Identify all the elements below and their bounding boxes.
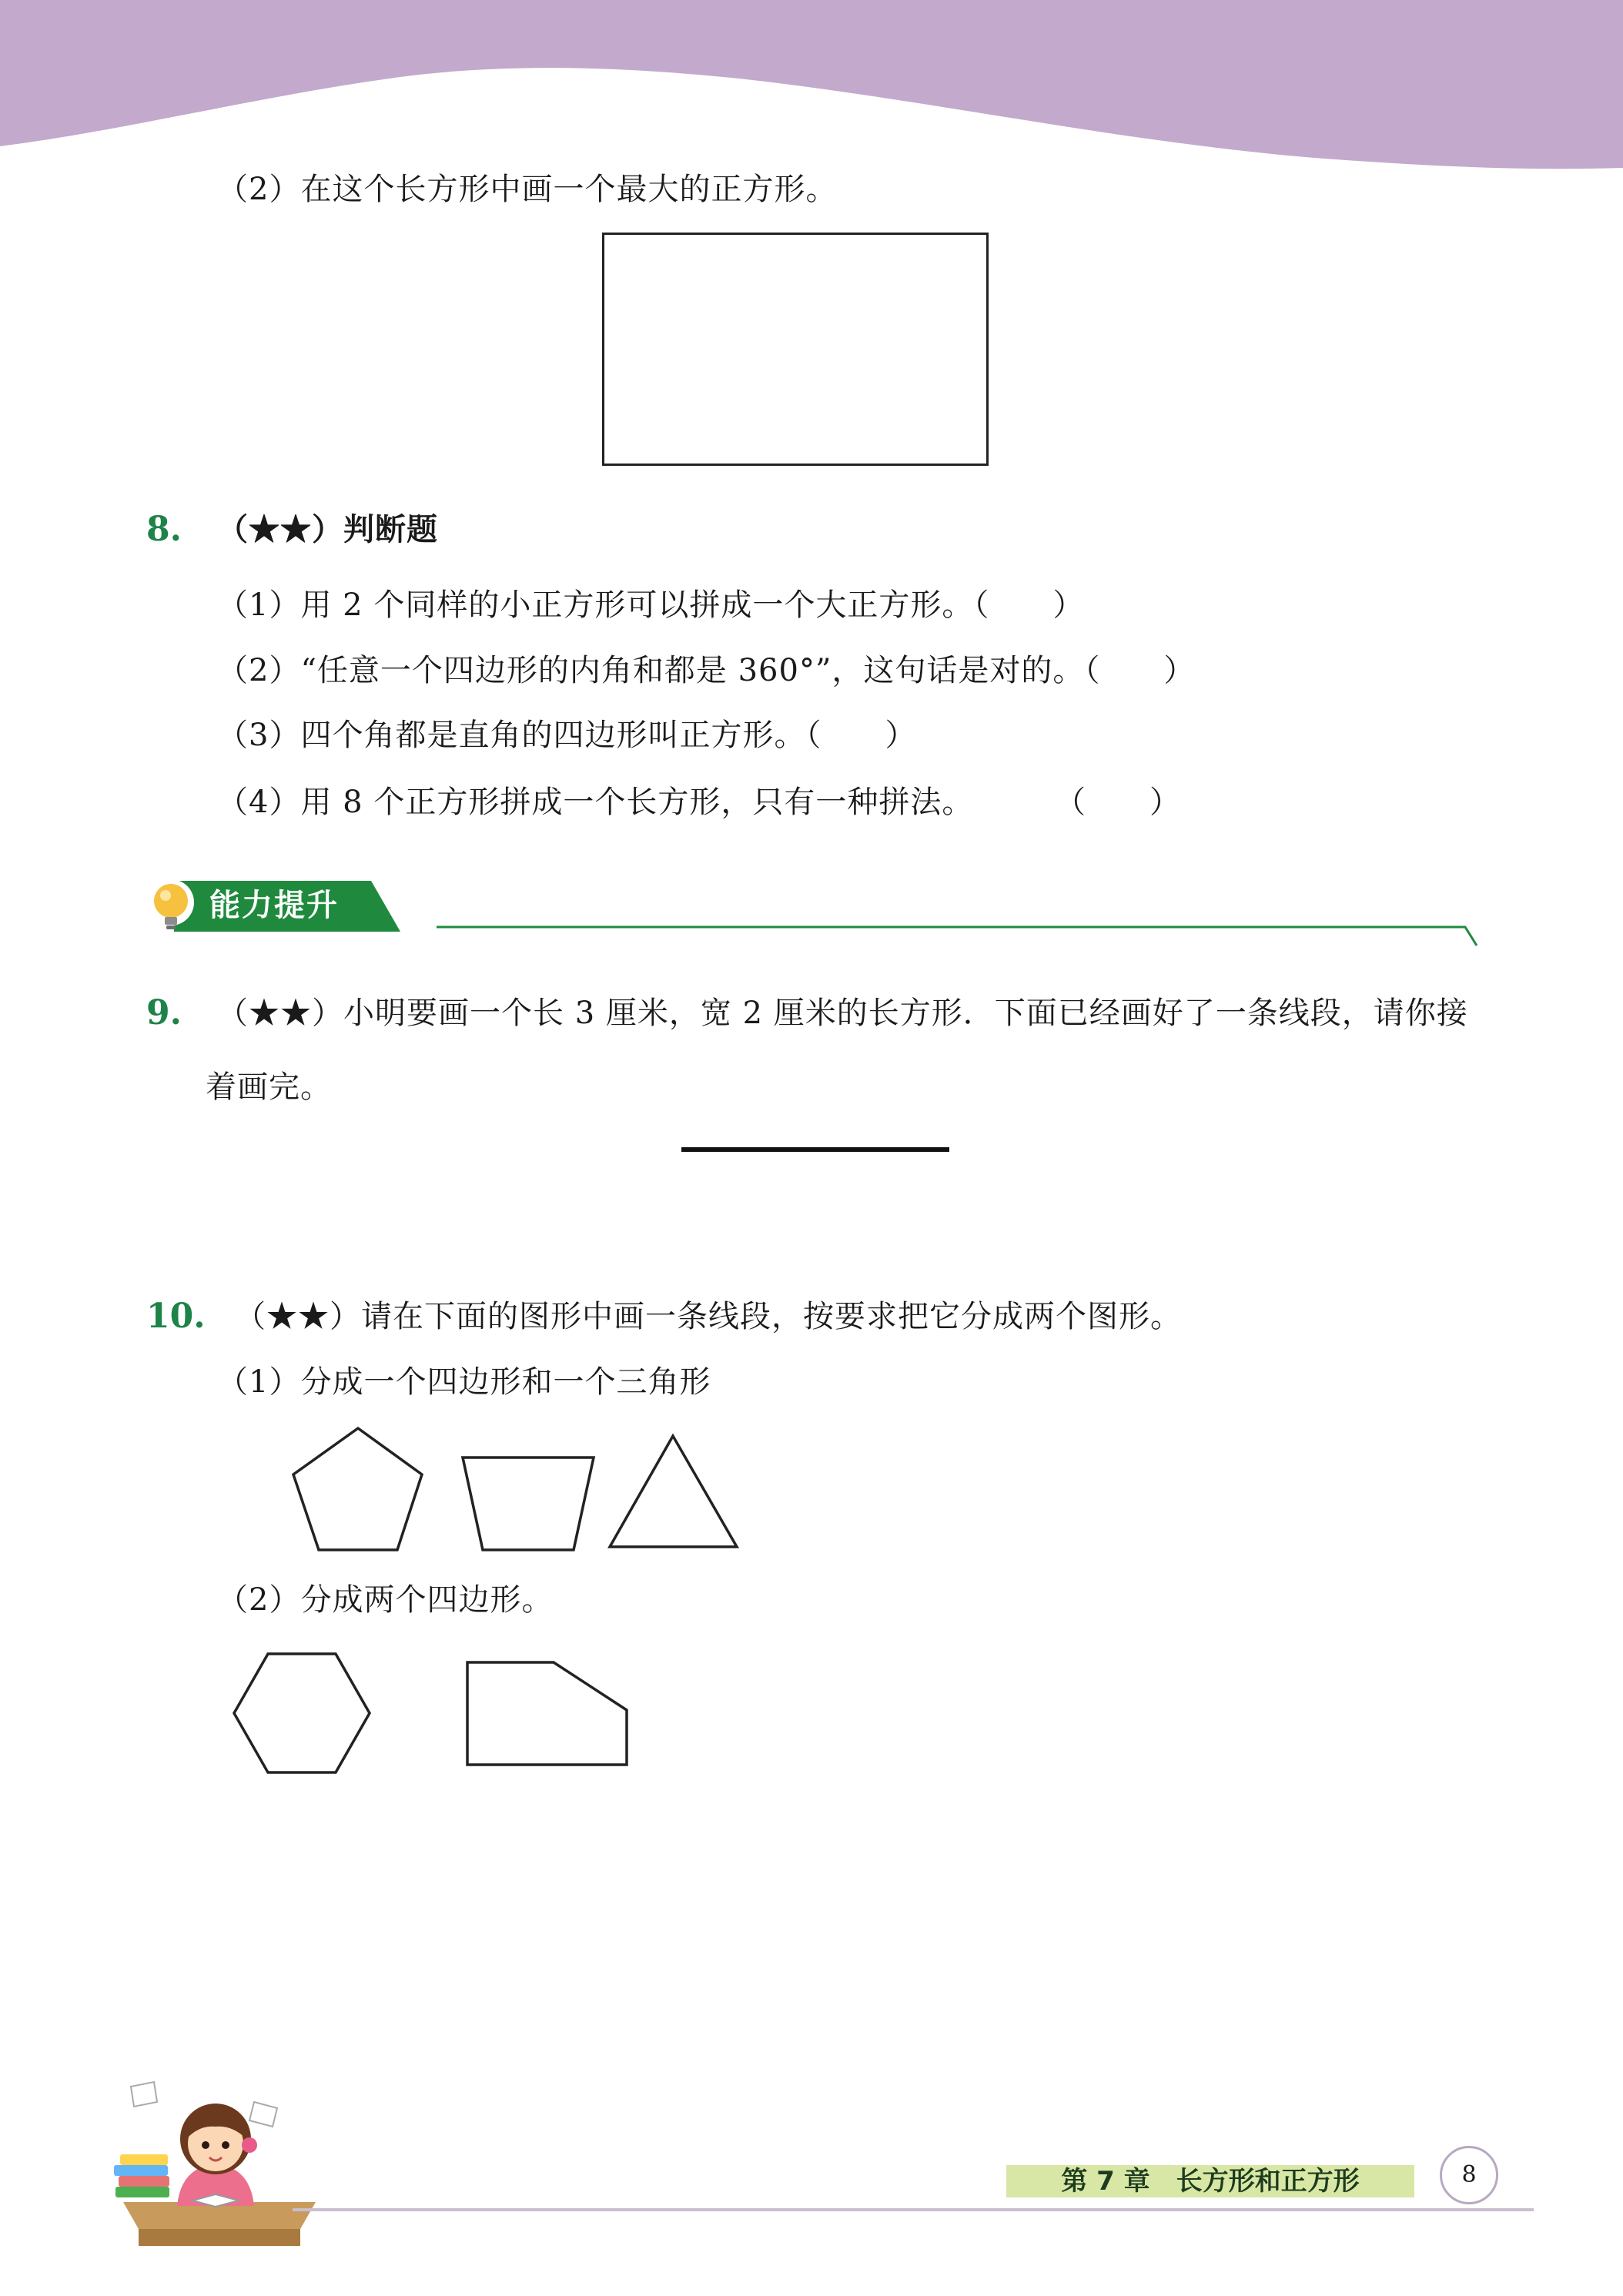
triangle-shape — [610, 1436, 737, 1547]
q10-title: （★★）请在下面的图形中画一条线段，按要求把它分成两个图形。 — [235, 1299, 1182, 1334]
hexagon-shape — [234, 1654, 370, 1772]
q10-part1-text: （1）分成一个四边形和一个三角形 — [217, 1364, 711, 1400]
q8-item-4-answer-blank: （ ） — [1055, 785, 1181, 820]
cut-corner-rectangle-shape — [467, 1662, 627, 1765]
footer-chapter-label: 第 7 章 长方形和正方形 — [1006, 2165, 1414, 2197]
q9-text-line-2: 着画完。 — [206, 1069, 332, 1105]
q7-part2-text: （2）在这个长方形中画一个最大的正方形。 — [217, 172, 838, 207]
q10-part2-shapes — [223, 1640, 654, 1786]
page-number: 8 — [1440, 2146, 1498, 2204]
pentagon-shape — [293, 1428, 422, 1550]
q9-text-line-1: （★★）小明要画一个长 3 厘米，宽 2 厘米的长方形．下面已经画好了一条线段，请你接 — [217, 996, 1468, 1031]
q8-item-2: （2）“任意一个四边形的内角和都是 360°”，这句话是对的。（ ） — [217, 653, 1196, 688]
q8-item-3: （3）四个角都是直角的四边形叫正方形。（ ） — [217, 718, 917, 753]
section-divider-line — [431, 920, 1486, 951]
q8-item-4: （4）用 8 个正方形拼成一个长方形，只有一种拼法。 — [217, 785, 974, 820]
q10-number: 10. — [146, 1297, 206, 1336]
q7-rectangle-figure — [602, 233, 989, 466]
q8-title: （★★）判断题 — [217, 511, 438, 547]
q9-number: 9. — [146, 993, 182, 1033]
section-title: 能力提升 — [209, 888, 339, 923]
q8-item-1: （1）用 2 个同样的小正方形可以拼成一个大正方形。（ ） — [217, 587, 1085, 623]
trapezoid-shape — [463, 1458, 594, 1550]
q8-number: 8. — [146, 510, 182, 549]
q10-part2-text: （2）分成两个四边形。 — [217, 1582, 554, 1618]
footer-rule — [293, 2208, 1534, 2211]
q9-given-line-segment — [681, 1147, 949, 1152]
student-illustration — [108, 2071, 323, 2248]
q10-part1-shapes — [285, 1417, 747, 1559]
header-wave-band — [0, 0, 1623, 177]
